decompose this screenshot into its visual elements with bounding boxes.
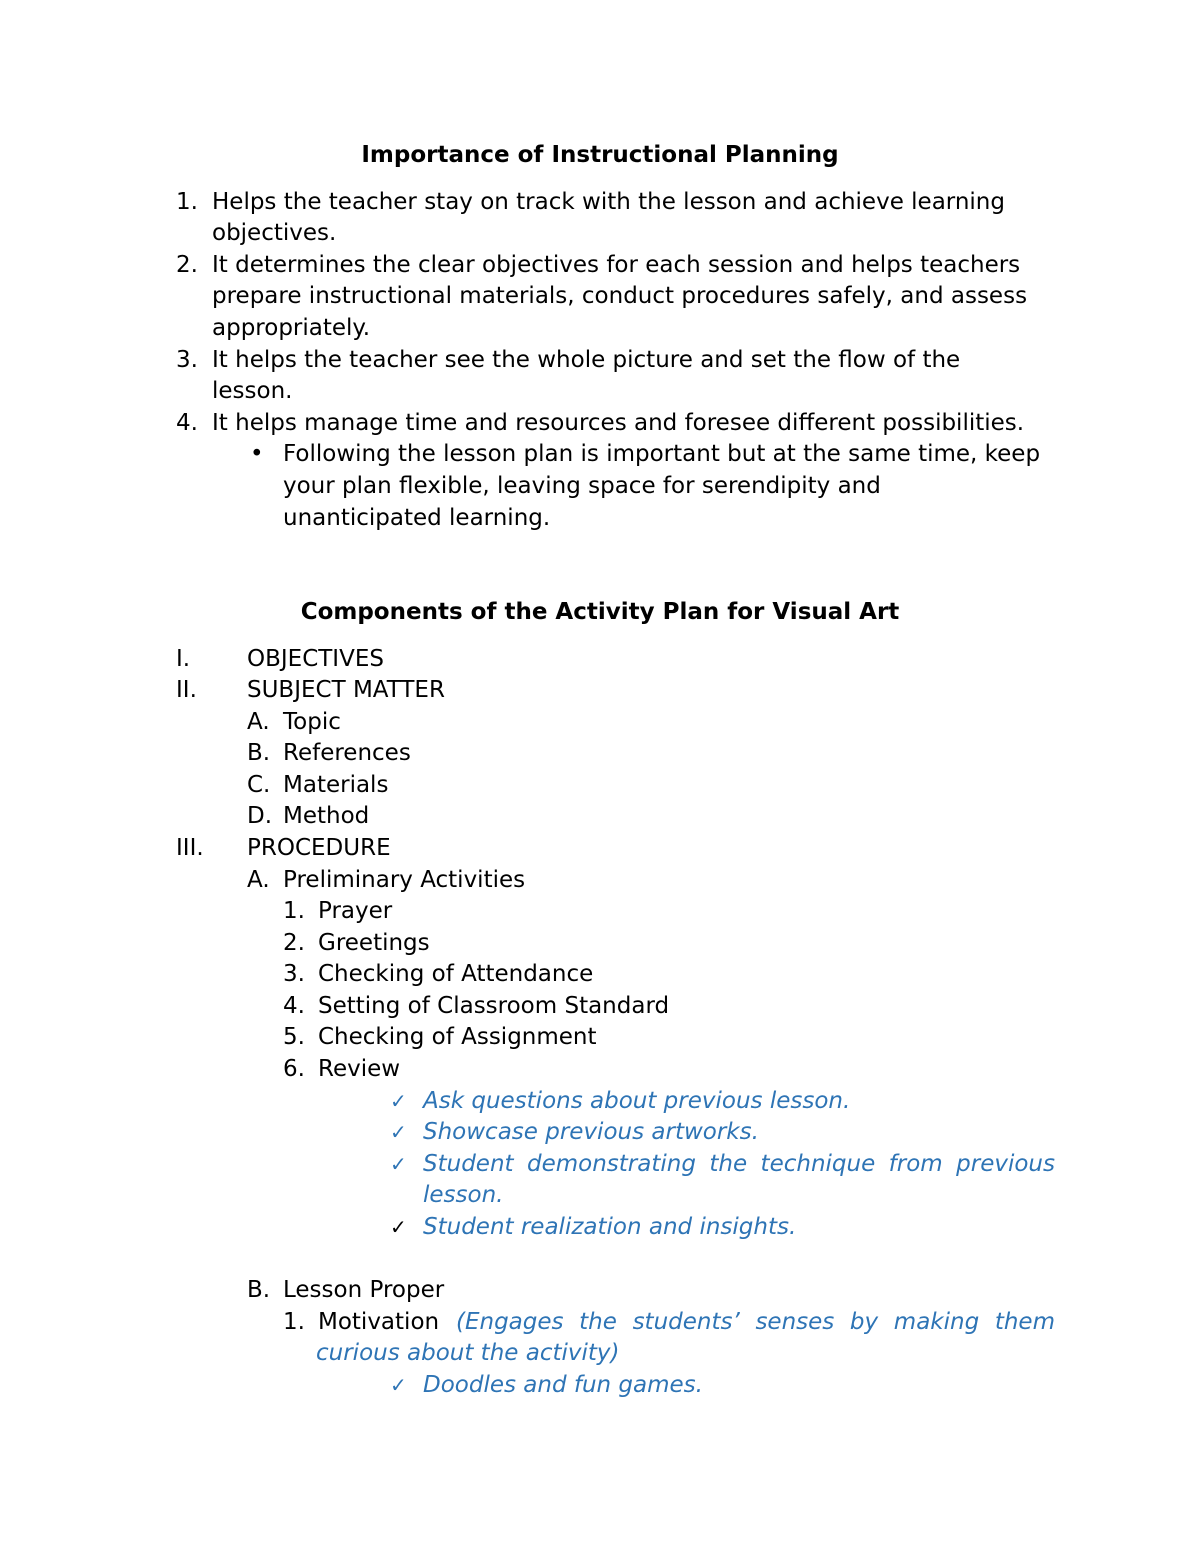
outline-item: Materials — [283, 772, 389, 798]
list-item-text: Setting of Classroom Standard — [318, 993, 670, 1019]
motivation-note: (Engages the students’ senses by making them — [456, 1309, 1055, 1335]
list-item-text: Checking of Attendance — [318, 961, 594, 987]
bullet-text: your plan flexible, leaving space for serendipity and — [283, 473, 881, 499]
outline-letter: D. — [247, 803, 273, 829]
outline-item: Preliminary Activities — [283, 867, 526, 893]
list-item-text: Helps the teacher stay on track with the lesson and achieve learning — [212, 189, 1005, 215]
outline-heading: OBJECTIVES — [247, 646, 384, 672]
list-item-text: objectives. — [212, 220, 337, 246]
review-check-text: lesson. — [423, 1182, 504, 1208]
review-check-text: Student realization and insights. — [423, 1214, 797, 1240]
list-number: 3. — [283, 961, 305, 987]
motivation-label: Motivation — [318, 1309, 440, 1335]
roman-numeral: III. — [176, 835, 204, 861]
outline-letter: B. — [247, 1277, 271, 1303]
section-title-instructional-planning: Importance of Instructional Planning — [361, 142, 839, 168]
outline-letter: A. — [247, 867, 270, 893]
outline-letter: C. — [247, 772, 271, 798]
list-number: 2. — [283, 930, 305, 956]
list-item-text: Checking of Assignment — [318, 1024, 597, 1050]
list-item-text: Greetings — [318, 930, 430, 956]
checkmark-icon: ✓ — [390, 1152, 407, 1176]
outline-letter: B. — [247, 740, 271, 766]
roman-numeral: II. — [176, 677, 197, 703]
motivation-note: curious about the activity) — [316, 1340, 620, 1366]
list-item-text: It helps the teacher see the whole picture and set the flow of the — [212, 347, 961, 373]
outline-letter: A. — [247, 709, 270, 735]
checkmark-icon: ✓ — [390, 1215, 407, 1239]
list-number: 1. — [283, 898, 305, 924]
list-item-text: Prayer — [318, 898, 393, 924]
checkmark-icon: ✓ — [390, 1089, 407, 1113]
list-number: 5. — [283, 1024, 305, 1050]
list-number: 2. — [176, 252, 198, 278]
bullet-text: Following the lesson plan is important but at the same time, keep — [283, 441, 1041, 467]
roman-numeral: I. — [176, 646, 191, 672]
review-check-text: Student demonstrating the technique from previous — [423, 1151, 1055, 1177]
outline-item: Topic — [283, 709, 341, 735]
outline-item: Lesson Proper — [283, 1277, 445, 1303]
list-item-text: It determines the clear objectives for each session and helps teachers — [212, 252, 1021, 278]
checkmark-icon: ✓ — [390, 1120, 407, 1144]
list-number: 1. — [283, 1309, 305, 1335]
section-title-activity-plan: Components of the Activity Plan for Visual Art — [300, 599, 900, 625]
list-item-text: appropriately. — [212, 315, 371, 341]
checkmark-icon: ✓ — [390, 1373, 407, 1397]
list-item-text: lesson. — [212, 378, 293, 404]
bullet-text: unanticipated learning. — [283, 505, 551, 531]
list-number: 6. — [283, 1056, 305, 1082]
outline-item: References — [283, 740, 411, 766]
outline-heading: SUBJECT MATTER — [247, 677, 445, 703]
list-item-text: It helps manage time and resources and foresee different possibilities. — [212, 410, 1025, 436]
outline-heading: PROCEDURE — [247, 835, 391, 861]
list-item-text: Review — [318, 1056, 401, 1082]
list-item-text: prepare instructional materials, conduct procedures safely, and assess — [212, 283, 1028, 309]
motivation-check-text: Doodles and fun games. — [423, 1372, 703, 1398]
bullet-icon: • — [250, 441, 264, 467]
list-number: 4. — [283, 993, 305, 1019]
list-number: 3. — [176, 347, 198, 373]
outline-item: Method — [283, 803, 370, 829]
list-number: 4. — [176, 410, 198, 436]
review-check-text: Showcase previous artworks. — [423, 1119, 759, 1145]
review-check-text: Ask questions about previous lesson. — [423, 1088, 851, 1114]
list-number: 1. — [176, 189, 198, 215]
